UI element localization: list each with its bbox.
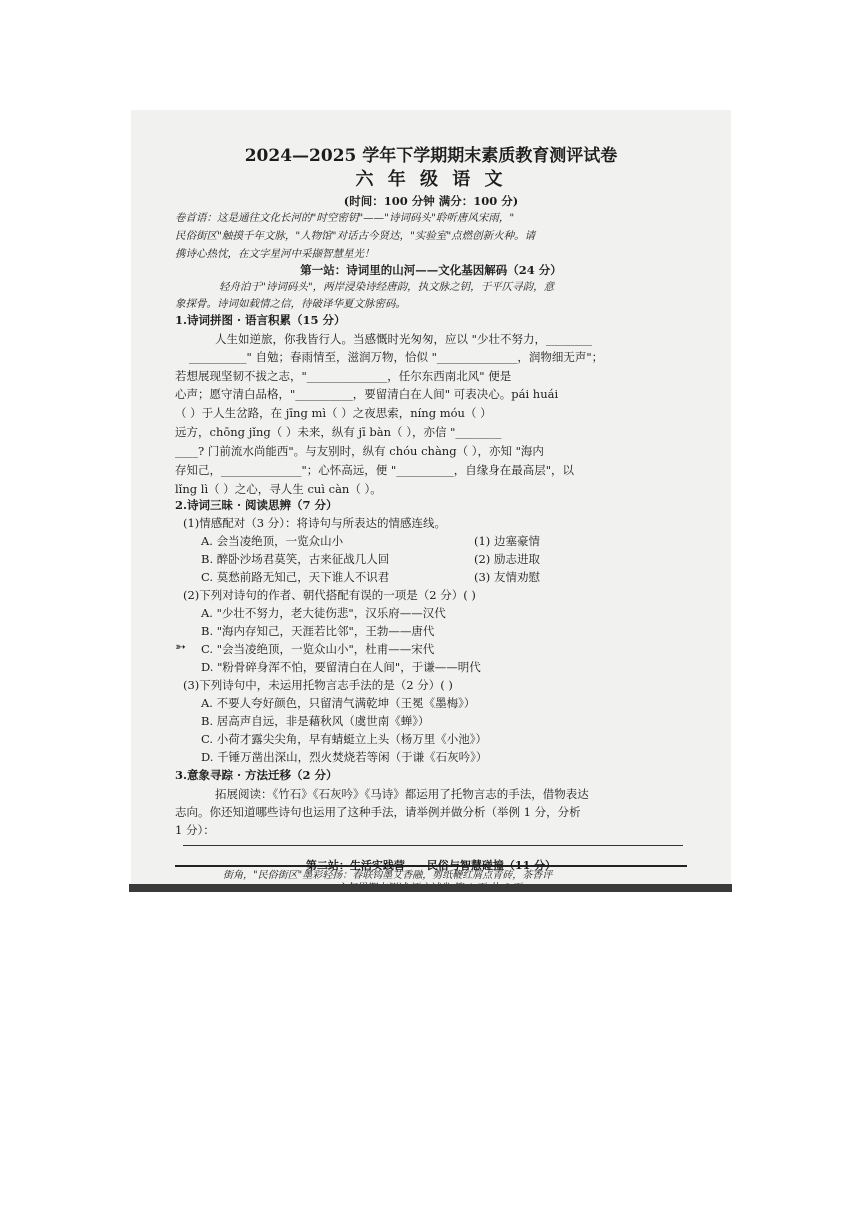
q2-part3-option: D. 千锤万凿出深山，烈火焚烧若等闲（于谦《石灰吟》） bbox=[201, 750, 488, 764]
q2-part3-option: A. 不要人夸好颜色，只留清气满乾坤（王冕《墨梅》） bbox=[201, 696, 476, 710]
exam-paper-sheet bbox=[131, 110, 731, 886]
station1-heading: 第一站：诗词里的山河——文化基因解码（24 分） bbox=[300, 263, 562, 277]
q2-part2-prompt: (2)下列对诗句的作者、朝代搭配有误的一项是（2 分）( ) bbox=[183, 588, 476, 602]
q2-part3-prompt: (3)下列诗句中，未运用托物言志手法的是（2 分）( ) bbox=[183, 678, 453, 692]
q2-part1-poem: C. 莫愁前路无知己，天下谁人不识君 bbox=[201, 570, 390, 584]
q2-part1-poem: B. 醉卧沙场君莫笑，古来征战几人回 bbox=[201, 552, 390, 566]
q1-title: 1.诗词拼图 · 语言积累（15 分） bbox=[175, 313, 346, 327]
q3-text-line: 1 分）： bbox=[175, 823, 215, 837]
station1-intro-line: 象探骨。诗词如载情之信，待破译华夏文脉密码。 bbox=[175, 298, 406, 310]
q2-part2-option: A. "少壮不努力，老大徒伤悲"，汉乐府——汉代 bbox=[201, 606, 446, 620]
preface-line: 携诗心热忱，在文字星河中采撷智慧星光！ bbox=[175, 248, 375, 260]
handwritten-mark-icon: ➳ bbox=[175, 640, 186, 655]
q2-part1-emotion: (1) 边塞豪情 bbox=[474, 534, 540, 548]
exam-subtitle: 六 年 级 语 文 bbox=[355, 169, 507, 190]
q2-part3-option: C. 小荷才露尖尖角，早有蜻蜓立上头（杨万里《小池》） bbox=[201, 732, 487, 746]
q2-part2-option: D. "粉骨碎身浑不怕，要留清白在人间"，于谦——明代 bbox=[201, 660, 481, 674]
q1-text-line: __________" 自勉；春雨情至，滋润万物，恰似 "______________，润物细无声"； bbox=[189, 350, 604, 364]
exam-time-info: (时间：100 分钟 满分：100 分) bbox=[343, 194, 519, 208]
station1-intro-line: 轻舟泊于"诗词码头"，两岸浸染诗经唐韵，执文脉之钥，于平仄寻韵，意 bbox=[219, 281, 555, 293]
q1-text-line: 远方，chōng jǐng（ ）未来，纵有 jī bàn（ ），亦信 "________ bbox=[175, 425, 502, 439]
q2-part2-option: C. "会当凌绝顶，一览众山小"，杜甫——宋代 bbox=[201, 642, 435, 656]
q2-part1-emotion: (2) 励志进取 bbox=[474, 552, 540, 566]
sheet-bottom-edge bbox=[129, 884, 732, 892]
q1-text-line: 人生如逆旅，你我皆行人。当感慨时光匆匆，应以 "少壮不努力，________ bbox=[215, 332, 592, 346]
exam-title: 2024—2025 学年下学期期末素质教育测评试卷 bbox=[244, 146, 618, 166]
q3-title: 3.意象寻踪 · 方法迁移（2 分） bbox=[175, 768, 338, 782]
preface-line: 民俗街区"触摸千年文脉，"人物馆"对话古今贤达，"实验室"点燃创新火种。请 bbox=[175, 230, 536, 242]
q1-text-line: （ ）于人生岔路，在 jīng mì（ ）之夜思索，níng móu（ ） bbox=[175, 406, 492, 420]
q2-part1-prompt: (1)情感配对（3 分）：将诗句与所表达的情感连线。 bbox=[183, 516, 447, 530]
q1-text-line: lǐng lì（ ）之心，寻人生 cuì càn（ ）。 bbox=[175, 482, 382, 496]
q3-text-line: 拓展阅读：《竹石》《石灰吟》《马诗》都运用了托物言志的手法，借物表达 bbox=[215, 787, 589, 801]
answer-line bbox=[183, 845, 683, 846]
q1-text-line: 若想展现坚韧不拔之志，"______________，任尔东西南北风" 便是 bbox=[175, 369, 512, 383]
q3-text-line: 志向。你还知道哪些诗句也运用了这种手法，请举例并做分析（举例 1 分，分析 bbox=[175, 805, 581, 819]
q2-part3-option: B. 居高声自远，非是藉秋风（虞世南《蝉》） bbox=[201, 714, 430, 728]
station2-intro-line: 街角，"民俗街区"墨彩轻扬：春联钩墨艾香融，剪纸鞭红屑点青砖，茶香评 bbox=[223, 870, 553, 881]
q1-text-line: ____? 门前流水尚能西"。与友别时，纵有 chóu chàng（ ），亦知 "海内 bbox=[175, 444, 544, 458]
q2-part1-poem: A. 会当凌绝顶，一览众山小 bbox=[201, 534, 344, 548]
q1-text-line: 心声；愿守清白品格，"__________，要留清白在人间" 可表决心。pái huái bbox=[175, 387, 559, 401]
q2-part2-option: B. "海内存知己，天涯若比邻"，王勃——唐代 bbox=[201, 624, 435, 638]
station2-heading: 第二站：生活实践营——民俗与智慧碰撞（11 分） bbox=[305, 859, 557, 872]
q2-part1-emotion: (3) 友情劝慰 bbox=[474, 570, 540, 584]
preface-line: 卷首语：这是通往文化长河的"时空密钥"——"诗词码头"聆听唐风宋雨，" bbox=[175, 212, 515, 224]
q1-text-line: 存知己，______________"；心怀高远，便 "__________，自缘身在最高层"，以 bbox=[175, 463, 575, 477]
q2-title: 2.诗词三昧 · 阅读思辨（7 分） bbox=[175, 498, 338, 512]
